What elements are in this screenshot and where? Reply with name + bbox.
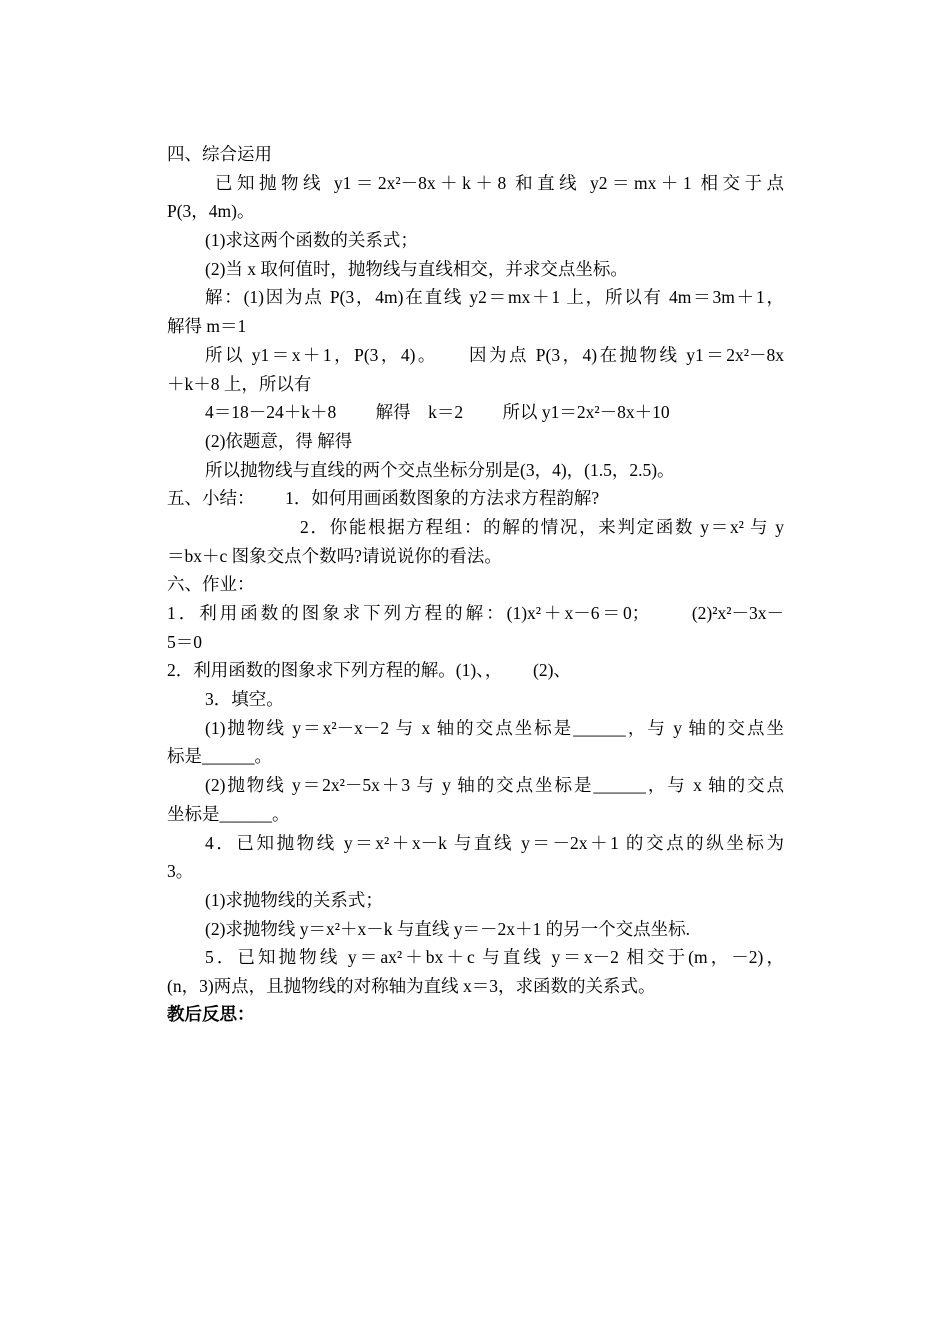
homework-item-5-cont: (n，3)两点，且抛物线的对称轴为直线 x＝3，求函数的关系式。 xyxy=(167,975,656,996)
homework-item-4-cont: 3。 xyxy=(167,861,194,882)
solution-line: ＋k＋8 上，所以有 xyxy=(167,373,312,394)
homework-item-2: 2．利用函数的图象求下列方程的解。(1)、， (2)、 xyxy=(167,660,571,681)
homework-item-1: 1．利用函数的图象求下列方程的解：(1)x²＋x－6＝0； (2)²x²－3x－ xyxy=(167,603,784,623)
homework-item-3: 3．填空。 xyxy=(205,689,284,710)
homework-item-4: 4．已知抛物线 y＝x²＋x－k 与直线 y＝－2x＋1 的交点的纵坐标为 xyxy=(205,832,784,853)
section-heading-5: 五、小结： 1．如何用画函数图象的方法求方程韵解? xyxy=(167,488,600,509)
homework-item-5: 5．已知抛物线 y＝ax²＋bx＋c 与直线 y＝x－2 相交于(m，－2)， xyxy=(205,947,784,968)
problem-statement: 已知抛物线 y1＝2x²－8x＋k＋8 和直线 y2＝mx＋1 相交于点 xyxy=(215,172,784,193)
fill-blank-1-cont: 标是______。 xyxy=(167,746,272,767)
solution-line: (2)依题意，得 解得 xyxy=(205,430,353,451)
summary-item-2-cont: ＝bx＋c 图象交点个数吗?请说说你的看法。 xyxy=(167,545,502,566)
homework-item-4-q2: (2)求抛物线 y＝x²＋x－k 与直线 y＝－2x＋1 的另一个交点坐标. xyxy=(205,918,691,939)
solution-line: 解得 m＝1 xyxy=(167,316,247,337)
question-1: (1)求这两个函数的关系式； xyxy=(205,230,418,251)
solution-line: 所以抛物线与直线的两个交点坐标分别是(3，4)，(1.5，2.5)。 xyxy=(205,459,675,480)
section-heading-4: 四、综合运用 xyxy=(167,144,272,164)
reflection-heading: 教后反思： xyxy=(167,1004,255,1025)
question-2: (2)当 x 取何值时，抛物线与直线相交，并求交点坐标。 xyxy=(205,258,628,279)
summary-item-2: 2．你能根据方程组：的解的情况，来判定函数 y＝x² 与 y xyxy=(300,516,784,537)
problem-statement-cont: P(3，4m)。 xyxy=(167,201,255,222)
solution-line: 4＝18－24＋k＋8 解得 k＝2 所以 y1＝2x²－8x＋10 xyxy=(205,402,670,423)
solution-line: 解：(1)因为点 P(3，4m)在直线 y2＝mx＋1 上，所以有 4m＝3m＋1， xyxy=(205,287,784,308)
fill-blank-1: (1)抛物线 y＝x²－x－2 与 x 轴的交点坐标是______，与 y 轴的交点坐 xyxy=(205,717,784,738)
homework-item-4-q1: (1)求抛物线的关系式； xyxy=(205,889,383,910)
fill-blank-2-cont: 坐标是______。 xyxy=(167,803,290,824)
document-page xyxy=(167,140,784,1029)
fill-blank-2: (2)抛物线 y＝2x²－5x＋3 与 y 轴的交点坐标是______，与 x 轴的交点 xyxy=(205,775,784,796)
homework-item-1-cont: 5＝0 xyxy=(167,631,202,652)
section-heading-6: 六、作业： xyxy=(167,574,255,595)
solution-line: 所以 y1＝x＋1，P(3，4)。 因为点 P(3，4)在抛物线 y1＝2x²－8x xyxy=(205,344,784,365)
